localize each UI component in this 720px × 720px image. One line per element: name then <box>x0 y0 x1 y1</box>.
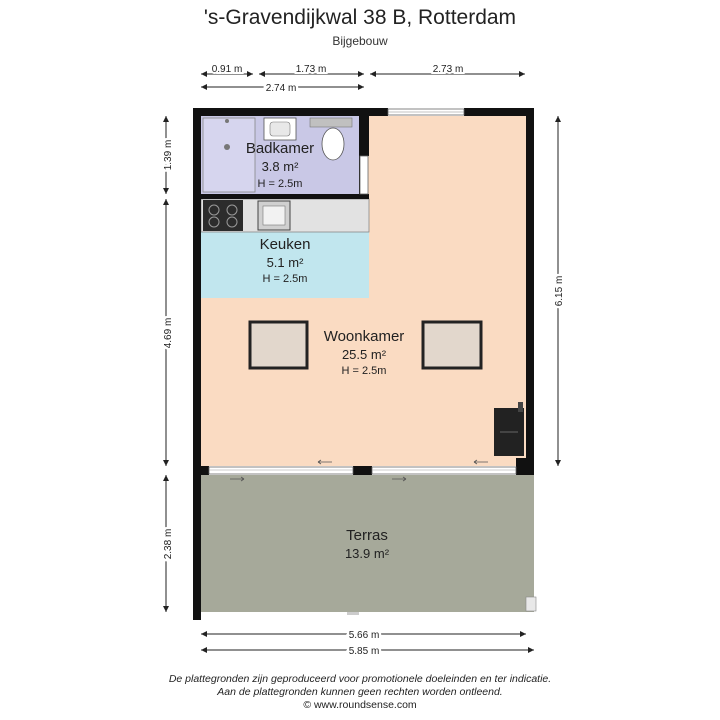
living-room-name: Woonkamer <box>323 328 405 345</box>
kitchen-area-label: 5.1 m² <box>266 255 304 270</box>
living-room-height-label: H = 2.5m <box>341 365 387 377</box>
terrace-marker <box>347 612 359 615</box>
kitchen-name: Keuken <box>259 236 311 253</box>
dim-top-total: 2.74 m <box>265 83 297 94</box>
rug-right <box>423 322 481 368</box>
dim-right: 6.15 m <box>554 275 565 307</box>
plan-subtitle: Bijgebouw <box>332 34 388 48</box>
stove-unit-detail <box>518 402 523 412</box>
copyright-link[interactable]: © www.roundsense.com <box>303 699 417 711</box>
living-room-area-label: 25.5 m² <box>341 347 387 362</box>
terrace-drain <box>526 597 536 611</box>
dim-bottom-a: 5.66 m <box>348 630 380 641</box>
plan-title: 's-Gravendijkwal 38 B, Rotterdam <box>203 6 517 29</box>
terrace-area-label: 13.9 m² <box>344 546 390 561</box>
bathroom-height-label: H = 2.5m <box>257 178 303 190</box>
sink-basin <box>270 122 290 136</box>
dim-left-b: 4.69 m <box>163 317 174 349</box>
bathroom-area-label: 3.8 m² <box>261 159 299 174</box>
kitchen-height-label: H = 2.5m <box>262 273 308 285</box>
dim-left-a: 1.39 m <box>163 139 174 171</box>
disclaimer-line-2: Aan de plattegronden kunnen geen rechten worden ontleend. <box>217 686 503 698</box>
dim-top-b: 1.73 m <box>295 64 327 75</box>
cooktop-icon <box>203 200 243 231</box>
dim-top-c: 2.73 m <box>432 64 464 75</box>
sink-bowl <box>263 206 285 225</box>
terrace-name: Terras <box>346 527 388 544</box>
dim-top-a: 0.91 m <box>211 64 243 75</box>
rug-left <box>250 322 307 368</box>
disclaimer-line-1: De plattegronden zijn geproduceerd voor promotionele doeleinden en ter indicatie. <box>168 673 552 685</box>
dim-left-c: 2.38 m <box>163 528 174 560</box>
toilet-tank <box>310 118 352 127</box>
bathroom-name: Badkamer <box>245 140 315 157</box>
toilet-icon <box>322 128 344 160</box>
dim-bottom-b: 5.85 m <box>348 646 380 657</box>
